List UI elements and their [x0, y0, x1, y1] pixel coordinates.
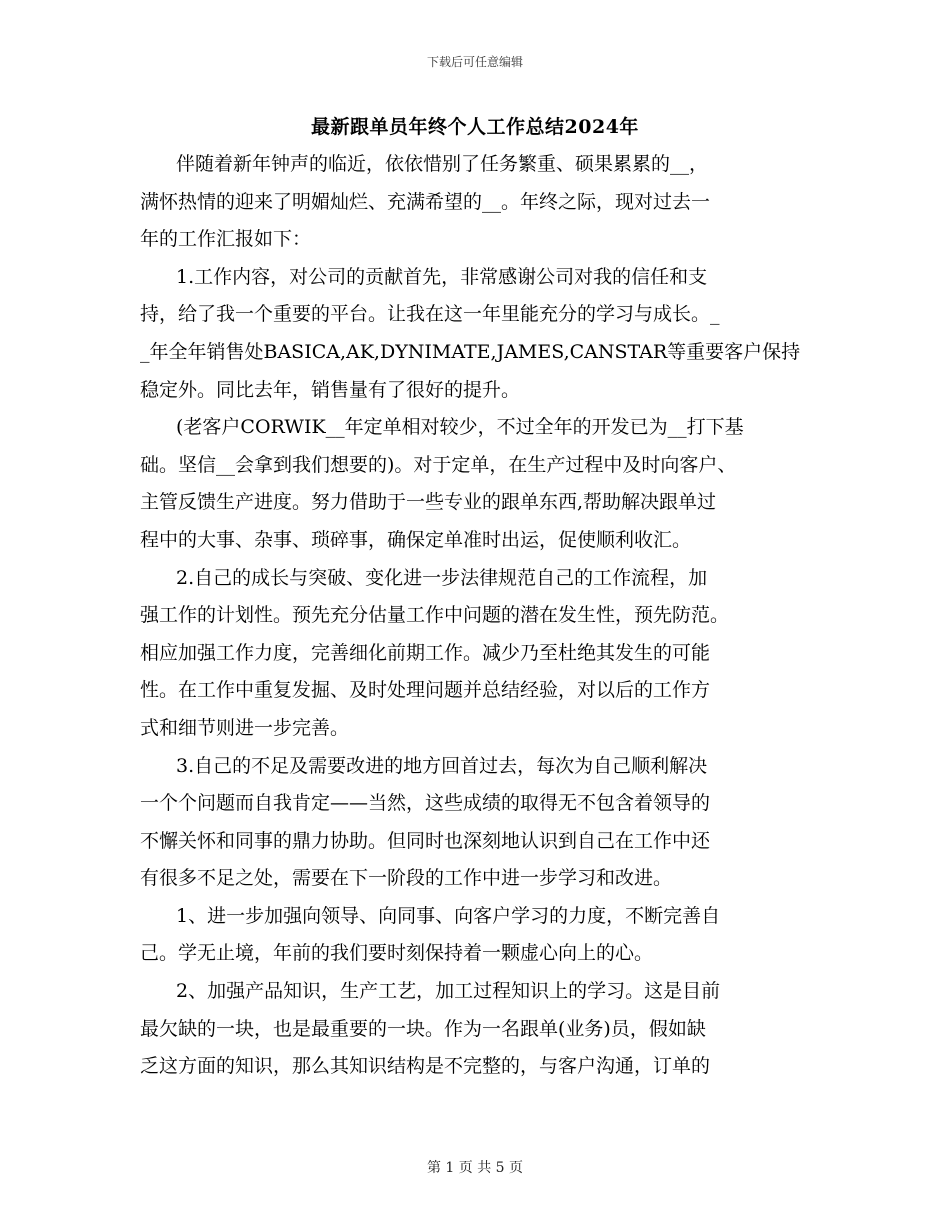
body-line: 持，给了我一个重要的平台。让我在这一年里能充分的学习与成长。_ — [140, 303, 720, 326]
document-body — [140, 146, 810, 1086]
body-line: 相应加强工作力度，完善细化前期工作。减少乃至杜绝其发生的可能 — [140, 641, 711, 664]
body-line: 乏这方面的知识，那么其知识结构是不完整的，与客户沟通，订单的 — [140, 1055, 711, 1078]
body-line: 不懈关怀和同事的鼎力协助。但同时也深刻地认识到自己在工作中还 — [140, 829, 711, 852]
body-line: 程中的大事、杂事、琐碎事，确保定单准时出运，促使顺利收汇。 — [140, 528, 692, 551]
body-line: 主管反馈生产进度。努力借助于一些专业的跟单东西,帮助解决跟单过 — [140, 491, 717, 514]
body-line: 己。学无止境，年前的我们要时刻保持着一颗虚心向上的心。 — [140, 942, 654, 965]
page-header-note: 下载后可任意编辑 — [426, 55, 523, 69]
body-line: 年的工作汇报如下： — [140, 228, 312, 251]
body-line: 性。在工作中重复发掘、及时处理问题并总结经验，对以后的工作方 — [140, 679, 711, 702]
body-line: 最欠缺的一块，也是最重要的一块。作为一名跟单(业务)员，假如缺 — [140, 1017, 706, 1040]
body-line: _年全年销售处BASICA,AK,DYNIMATE,JAMES,CANSTAR等重要客户保持 — [140, 340, 801, 363]
body-line: 1.工作内容，对公司的贡献首先，非常感谢公司对我的信任和支 — [176, 265, 708, 288]
body-line: 3.自己的不足及需要改进的地方回首过去，每次为自己顺利解决 — [176, 754, 708, 777]
body-line: 满怀热情的迎来了明媚灿烂、充满希望的__。年终之际，现对过去一 — [140, 190, 711, 213]
body-line: 一个个问题而自我肯定——当然，这些成绩的取得无不包含着领导的 — [140, 792, 711, 815]
body-line: 1、进一步加强向领导、向同事、向客户学习的力度，不断完善自 — [176, 904, 721, 927]
body-line: 础。坚信__会拿到我们想要的)。对于定单，在生产过程中及时向客户、 — [140, 453, 737, 476]
body-line: 稳定外。同比去年，销售量有了很好的提升。 — [140, 378, 521, 401]
document-title: 最新跟单员年终个人工作总结2024年 — [311, 116, 639, 138]
body-line: 式和细节则进一步完善。 — [140, 716, 350, 739]
body-line: (老客户CORWIK__年定单相对较少，不过全年的开发已为__打下基 — [176, 416, 744, 439]
body-line: 伴随着新年钟声的临近，依依惜别了任务繁重、硕果累累的__， — [176, 153, 709, 175]
body-line: 2、加强产品知识，生产工艺，加工过程知识上的学习。这是目前 — [176, 980, 721, 1003]
page-number: 第 1 页 共 5 页 — [426, 1160, 524, 1176]
body-line: 有很多不足之处，需要在下一阶段的工作中进一步学习和改进。 — [140, 867, 673, 890]
body-line: 2.自己的成长与突破、变化进一步法律规范自己的工作流程，加 — [176, 566, 708, 589]
body-line: 强工作的计划性。预先充分估量工作中问题的潜在发生性，预先防范。 — [140, 604, 730, 627]
